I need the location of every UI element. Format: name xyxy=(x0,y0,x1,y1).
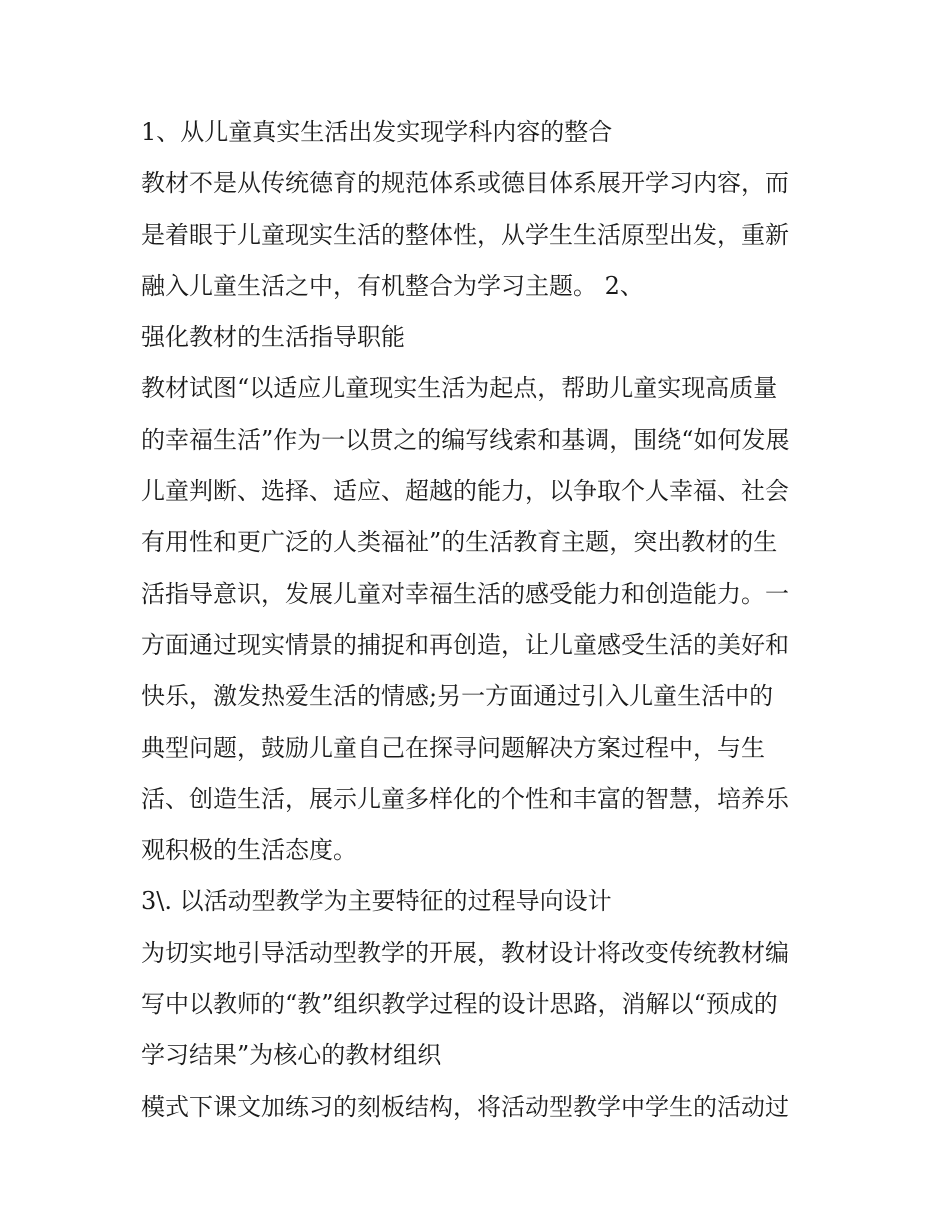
paragraph-line: 典型问题，鼓励儿童自己在探寻问题解决方案过程中，与生 xyxy=(141,733,765,762)
heading-2: 强化教材的生活指导职能 xyxy=(141,323,405,352)
paragraph-line: 快乐，激发热爱生活的情感;另一方面通过引入儿童生活中的 xyxy=(141,682,774,711)
paragraph-line: 活指导意识，发展儿童对幸福生活的感受能力和创造能力。一 xyxy=(141,579,789,608)
paragraph-line: 教材试图“以适应儿童现实生活为起点，帮助儿童实现高质量 xyxy=(141,374,778,403)
paragraph-line: 学习结果”为核心的教材组织 xyxy=(141,1041,442,1070)
paragraph-line: 是着眼于儿童现实生活的整体性，从学生生活原型出发，重新 xyxy=(141,220,789,249)
document-body xyxy=(141,107,831,1133)
paragraph-line: 的幸福生活”作为一以贯之的编写线索和基调，围绕“如何发展 xyxy=(141,425,790,454)
paragraph-line: 融入儿童生活之中，有机整合为学习主题。 2、 xyxy=(141,271,644,300)
paragraph-line: 儿童判断、选择、适应、超越的能力，以争取个人幸福、社会 xyxy=(141,477,789,506)
paragraph-line: 有用性和更广泛的人类福祉”的生活教育主题，突出教材的生 xyxy=(141,528,778,557)
paragraph-line: 教材不是从传统德育的规范体系或德目体系展开学习内容，而 xyxy=(141,169,789,198)
paragraph-line: 方面通过现实情景的捕捉和再创造，让儿童感受生活的美好和 xyxy=(141,630,789,659)
heading-1: 1、从儿童真实生活出发实现学科内容的整合 xyxy=(141,118,613,146)
paragraph-line: 活、创造生活，展示儿童多样化的个性和丰富的智慧，培养乐 xyxy=(141,784,789,813)
paragraph-line: 观积极的生活态度。 xyxy=(141,836,357,865)
heading-3: 3\. 以活动型教学为主要特征的过程导向设计 xyxy=(141,887,612,916)
paragraph-line: 写中以教师的“教”组织教学过程的设计思路，消解以“预成的 xyxy=(141,990,778,1019)
paragraph-line: 模式下课文加练习的刻板结构，将活动型教学中学生的活动过 xyxy=(141,1092,789,1121)
paragraph-line: 为切实地引导活动型教学的开展，教材设计将改变传统教材编 xyxy=(141,938,789,967)
